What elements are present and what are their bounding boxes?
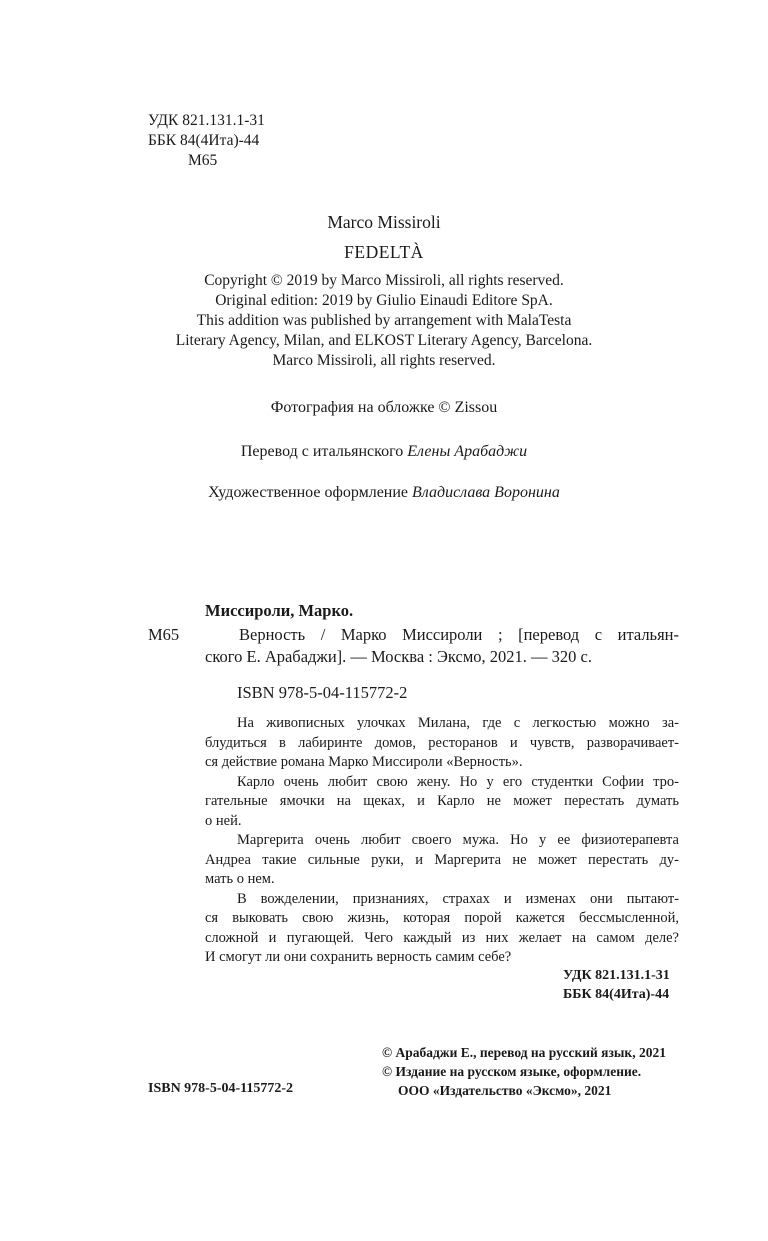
annotation-line: Карло очень любит свою жену. Но у его студентки Софии тро- (237, 773, 679, 790)
copyright-line: This addition was published by arrangement with MalaTesta (196, 312, 572, 329)
annotation-line: блудиться в лабиринте домов, ресторанов и чувств, разворачивает- (205, 734, 679, 751)
translation-credit (0, 441, 768, 463)
annotation-line: В вожделении, признаниях, страхах и изменах они пытают- (237, 890, 679, 907)
annotation-paragraph (205, 773, 679, 832)
udk-code: УДК 821.131.1-31 (148, 112, 265, 129)
annotation-line: мать о нем. (205, 871, 275, 887)
design-prefix: Художественное оформление (208, 484, 409, 501)
original-title: FEDELTÀ (344, 242, 424, 262)
annotation-paragraph (205, 831, 679, 890)
catalog-description-line: ского Е. Арабаджи]. — Москва : Эксмо, 2021. — 320 с. (205, 647, 592, 666)
catalog-description-line: Верность / Марко Миссироли ; [перевод с итальян- (239, 625, 679, 644)
copyright-line: Original edition: 2019 by Giulio Einaudi Editore SpA. (215, 292, 553, 309)
annotation (205, 714, 679, 968)
translation-prefix: Перевод с итальянского (240, 443, 404, 460)
annotation-paragraph (205, 890, 679, 968)
copyright-line: Literary Agency, Milan, and ELKOST Literary Agency, Barcelona. (175, 332, 593, 349)
annotation-line: Андреа такие сильные руки, и Маргерита не может перестать ду- (205, 851, 679, 868)
annotation-paragraph (205, 714, 679, 773)
rights-line: © Издание на русском языке, оформление. (382, 1064, 642, 1079)
original-edition-block (0, 210, 768, 371)
annotation-line: И смогут ли они сохранить верность самим себе? (205, 949, 512, 965)
author-sign: М65 (188, 152, 218, 169)
udk-code: УДК 821.131.1-31 (563, 968, 670, 983)
annotation-line: Маргерита очень любит своего мужа. Но у ее физиотерапевта (237, 832, 679, 848)
annotation-line: гательные ямочки на щеках, и Карло не может перестать думать (205, 793, 679, 809)
annotation-line: На живописных улочках Милана, где с легкостью можно за- (237, 715, 679, 731)
designer-name: Владислава Воронина (412, 484, 560, 501)
catalog-code: М65 (148, 625, 180, 644)
bbk-code: ББК 84(4Ита)-44 (563, 987, 670, 1002)
original-copyright (0, 271, 768, 371)
translator-name: Елены Арабаджи (407, 443, 528, 460)
annotation-line: ся действие романа Марко Миссироли «Верность». (205, 754, 523, 770)
isbn-bottom: ISBN 978-5-04-115772-2 (148, 1081, 294, 1096)
catalog-description (205, 624, 679, 668)
copyright-line: Copyright © 2019 by Marco Missiroli, all rights reserved. (204, 272, 564, 289)
annotation-line: ся выковать свою жизнь, которая порой кажется бессмысленной, (205, 910, 679, 926)
rights-block (382, 1043, 666, 1100)
copyright-line: Marco Missiroli, all rights reserved. (272, 352, 496, 369)
classification-bottom (563, 966, 670, 1004)
rights-line: ООО «Издательство «Эксмо», 2021 (398, 1083, 612, 1098)
cover-photo-credit: Фотография на обложке © Zissou (270, 399, 498, 416)
design-credit (0, 482, 768, 504)
bbk-code: ББК 84(4Ита)-44 (148, 132, 260, 149)
annotation-line: о ней. (205, 812, 242, 829)
catalog-isbn: ISBN 978-5-04-115772-2 (237, 683, 408, 702)
annotation-line: сложной и пугающей. Чего каждый из них желает на самом деле? (205, 929, 679, 946)
rights-line: © Арабаджи Е., перевод на русский язык, 2021 (382, 1045, 666, 1060)
classification-top (148, 111, 265, 171)
original-author: Marco Missiroli (327, 212, 441, 232)
catalog-heading: Миссироли, Марко. (205, 601, 354, 620)
